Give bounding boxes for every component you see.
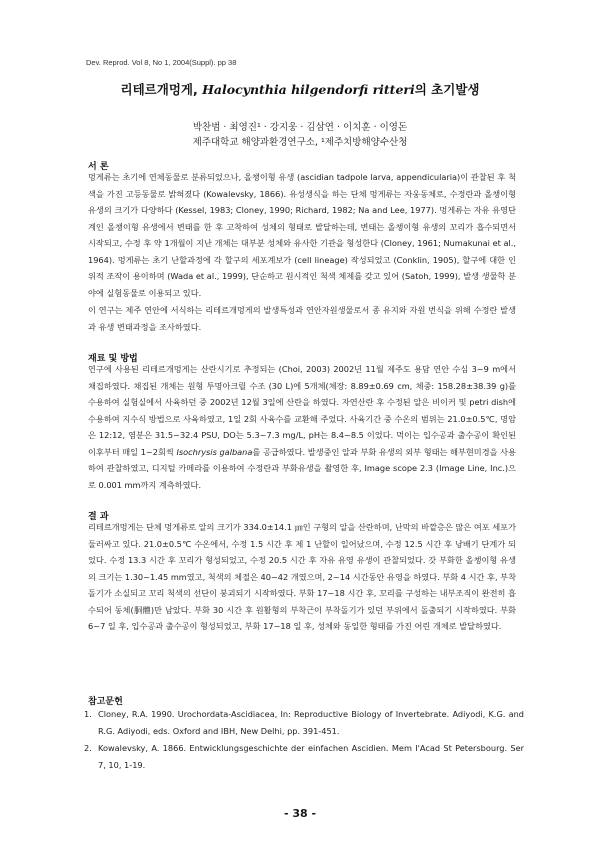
methods-heading: 재료 및 방법 bbox=[88, 354, 138, 364]
title-species: Halocynthia hilgendorfi ritteri bbox=[202, 82, 415, 97]
methods-species: Isochrysis galbana bbox=[176, 446, 253, 457]
author-list: 박찬범 · 최영진¹ · 강지웅 · 김삼연 · 이치훈 · 이영돈 bbox=[192, 122, 408, 133]
methods-text-b: 를 공급하였다. 발생중인 알과 부화 유생의 외부 형태는 해부현미경을 사용하여 관찰하였고, 디지털 카메라를 이용하여 수정란과 부화유생을 촬영한 후, Image scope 2.3 (Image Line, Inc.)으로 0.001 mm까지 계측하였다. bbox=[88, 446, 516, 490]
title-prefix: 리테르개멍게, bbox=[120, 82, 203, 97]
reference-list bbox=[84, 706, 524, 774]
intro-paragraph-2: 이 연구는 제주 연안에 서식하는 리테르개멍게의 발생특성과 연안자원생물로서 종 유지와 자원 번식을 위해 수정란 발생과 유생 변태과정을 조사하였다. bbox=[88, 305, 516, 332]
results-heading: 결 과 bbox=[88, 512, 109, 522]
reference-item bbox=[84, 706, 524, 739]
methods-text-a: 연구에 사용된 리테르개멍게는 산란시기로 추정되는 (Choi, 2003) 2002년 11월 제주도 용담 연안 수심 3~9 m에서 채집하였다. 채집된 개체는 원형 투명아크릴 수조 (30 L)에 5개체(체장: 8.89±0.69 cm, 체중: 158.28±38.39 g)를 수용하여 실험실에서 사육하던 중 2002년 12월 3일에 산란을 하였다. 자연산란 후 수정된 알은 비이커 및 petri dish에 수용하여 지수식 방법으로 사육하였고, 1일 2회 사육수를 교환해 주었다. 사육기간 중 수온의 범위는 21.0±0.5℃, 명암은 12:12, 염분은 31.5~32.4 PSU, DO는 5.3~7.3 mg/L, pH는 8.4~8.5 이었다. 먹이는 입수공과 출수공이 확인된 이후부터 매일 1~2회씩 bbox=[88, 364, 516, 457]
intro-heading: 서 론 bbox=[88, 162, 109, 172]
reference-text: Cloney, R.A. 1990. Urochordata-Ascidiacea, In: Reproductive Biology of Invertebrate. Adiyodi, K.G. and R.G. Adiyodi, eds. Oxford and IBH, New Delhi, pp. 391-451. bbox=[98, 709, 524, 736]
paper-title bbox=[0, 80, 600, 98]
journal-citation: Dev. Reprod. Vol 8, No 1, 2004(Suppl). pp 38 bbox=[86, 58, 237, 67]
methods-paragraph bbox=[88, 361, 516, 493]
intro-paragraph-1: 멍게류는 초기에 연체동물로 분류되었으나, 올챙이형 유생 (ascidian tadpole larva, appendicularia)이 관찰된 후 척색을 가진 고등동물로 밝혀졌다 (Kowalevsky, 1866). 유성생식을 하는 단체 멍게류는 자웅동체로, 수정란과 올챙이형 유생의 크기가 다양하다 (Kessel, 1983; Cloney, 1990; Richard, 1982; Na and Lee, 1977). 멍게류는 자유 유영단계인 올챙이형 유생에서 변태를 한 후 고착하여 성체의 형태로 발달하는데, 변태는 올챙이형 유생의 꼬리가 흡수되면서 시작되고, 수정 후 약 1개월이 지난 개체는 대부분 성체와 유사한 기관을 형성한다 (Cloney, 1961; Numakunai et al., 1964). 멍게류는 초기 난할과정에 각 할구의 세포계보가 (cell lineage) 작성되었고 (Conklin, 1905), 할구에 대한 인위적 조작이 용이하며 (Wada et al., 1999), 단순하고 원시적인 척색 체제를 갖고 있어 (Satoh, 1999), 발생 생물학 분야에 실험동물로 이용되고 있다. bbox=[88, 172, 516, 298]
reference-text: Kowalevsky, A. 1866. Entwicklungsgeschichte der einfachen Ascidien. Mem I'Acad St Petersbourg. Ser 7, 10, 1-19. bbox=[98, 743, 524, 770]
reference-number: 2. bbox=[84, 743, 92, 753]
title-suffix: 의 초기발생 bbox=[414, 82, 480, 97]
reference-item bbox=[84, 740, 524, 773]
reference-number: 1. bbox=[84, 709, 92, 719]
results-paragraph: 리테르개멍게는 단체 멍게류로 알의 크기가 334.0±14.1 ㎛인 구형의 알을 산란하며, 난막의 바깥층은 많은 여포 세포가 둘러싸고 있다. 21.0±0.5℃ 수온에서, 수정 1.5 시간 후 제 1 난할이 일어났으며, 수정 12.5 시간 후 낭배기 단계가 되었다. 수정 13.3 시간 후 꼬리가 형성되었고, 수정 20.5 시간 후 자유 유영 유생이 관찰되었다. 갓 부화한 올챙이형 유생의 크기는 1.30~1.45 mm였고, 척색의 체절은 40~42 개였으며, 2~14 시간동안 유영을 하였다. 부화 4 시간 후, 부착돌기가 소실되고 꼬리 척색의 선단이 붕괴되기 시작하였다. 부화 17~18 시간 후, 꼬리를 구성하는 내부조직이 완전히 흡수되어 동체(胴體)만 남았다. 부화 30 시간 후 원활형의 부착근이 부착돌기가 있던 부위에서 돌출되기 시작하였다. 부화 6~7 일 후, 입수공과 출수공이 형성되었고, 부화 17~18 일 후, 성체와 동일한 형태를 가진 어린 개체로 발달하였다. bbox=[88, 522, 516, 631]
references-heading: 참고문헌 bbox=[88, 697, 123, 707]
page-number: - 38 - bbox=[283, 807, 317, 820]
affiliation: 제주대학교 해양과환경연구소, ¹제주치방해양수산청 bbox=[192, 137, 408, 148]
